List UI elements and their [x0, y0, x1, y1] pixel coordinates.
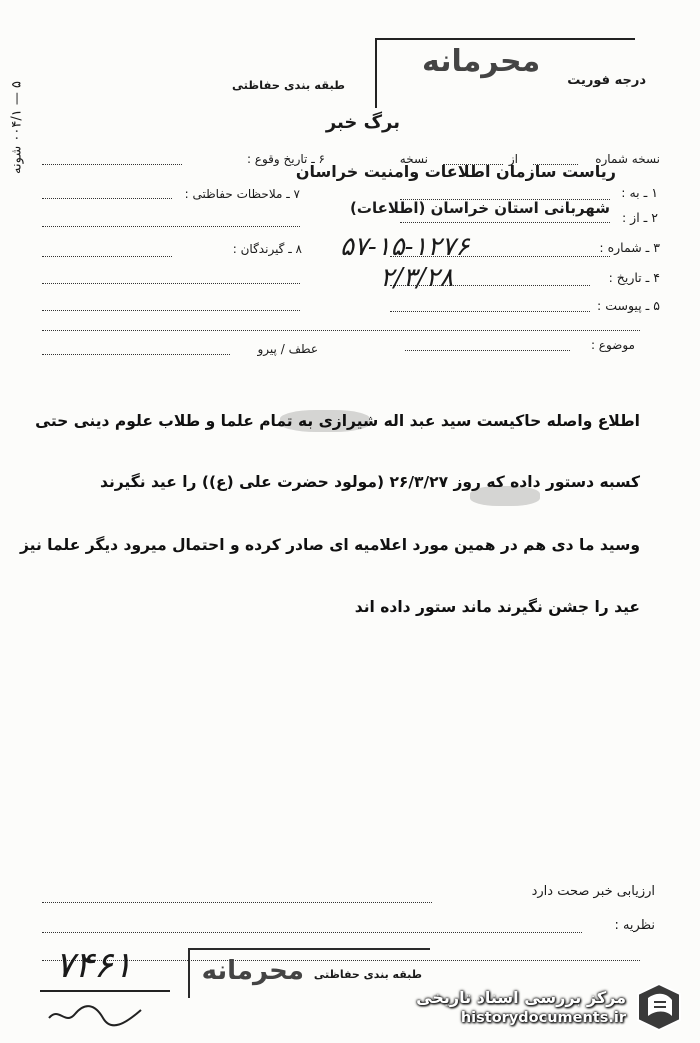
event-date-label: ۶ ـ تاریخ وقوع : [246, 152, 325, 166]
watermark-url: historydocuments.ir [460, 1010, 626, 1026]
recipients-blank-2 [42, 283, 300, 284]
signature-scribble [45, 1000, 145, 1028]
date-value: ۲/۳/۲۸ [380, 263, 454, 293]
body-line: وسید ما دی هم در همین مورد اعلامیه ای صادر کرده و احتمال میرود دیگر علما نیز [19, 536, 640, 554]
number-label: ۳ ـ شماره : [599, 240, 660, 255]
event-date-blank [42, 164, 182, 165]
reference-blank [42, 354, 230, 355]
body-line: کسبه دستور داده که روز ۲۶/۳/۲۷ (مولود حضرت علی (ع)) را عید نگیرند [99, 473, 640, 491]
form-title: برگ خبر [325, 112, 400, 133]
attachment-blank [390, 311, 590, 312]
date-blank [390, 285, 590, 286]
top-stamp-text: محرمانه [422, 44, 541, 79]
watermark [416, 978, 690, 1034]
attachment-blank-2 [42, 330, 640, 331]
subject-label: موضوع : [590, 338, 635, 352]
copy-label: نسخه [399, 152, 428, 166]
body-line: عید را جشن نگیرند ماند ستور داده اند [354, 598, 640, 616]
from-blank [400, 222, 610, 223]
from-label: ۲ ـ از : [621, 210, 658, 225]
archive-logo-icon [632, 980, 686, 1032]
opinion-blank [42, 932, 582, 933]
handwritten-underline [40, 990, 170, 992]
number-value: ۵۷-۱۵-۱۲۷۶ [340, 232, 470, 262]
to-value: ریاست سازمان اطلاعات وامنیت خراسان [295, 162, 616, 181]
recipients-label: ۸ ـ گیرندگان : [232, 242, 302, 256]
side-reference-code: ۵ — ۰۰۴/۱ شونه [9, 81, 25, 174]
security-notes-label: ۷ ـ ملاحظات حفاظتی : [184, 187, 300, 201]
security-notes-blank-1 [42, 198, 172, 199]
attachment-label: ۵ ـ پیوست : [597, 298, 660, 313]
from-value: شهربانی استان خراسان (اطلاعات) [350, 199, 610, 217]
bottom-classification-stamp [188, 948, 430, 998]
assessment-label: ارزیابی خبر صحت دارد [531, 884, 655, 899]
number-blank [390, 256, 610, 257]
body-line: اطلاع واصله حاکیست سید عبد اله شیرازی به تمام علما و طلاب علوم دینی حتی [35, 412, 640, 430]
watermark-title: مرکز بررسی اسناد تاریخی [416, 988, 626, 1007]
classification-label: طبقه بندی حفاظتی [231, 78, 345, 92]
reference-label: عطف / پیرو [257, 342, 318, 356]
from-copies-label: از [508, 152, 518, 166]
recipients-blank-1 [42, 256, 172, 257]
subject-blank [405, 350, 570, 351]
security-notes-blank-2 [42, 226, 300, 227]
opinion-label: نظریه : [614, 918, 655, 933]
date-label: ۴ ـ تاریخ : [608, 270, 660, 285]
bottom-stamp-text: محرمانه [201, 956, 304, 986]
to-label: ۱ ـ به : [621, 185, 658, 200]
assessment-blank [42, 902, 432, 903]
handwritten-number: ۷۴۶۱ [55, 945, 133, 986]
recipients-blank-3 [42, 310, 300, 311]
bottom-stamp-label: طبقه بندی حفاظتی [313, 968, 422, 981]
copy-number-label: نسخه شماره [595, 152, 660, 166]
priority-label: درجه فوریت [567, 73, 646, 88]
